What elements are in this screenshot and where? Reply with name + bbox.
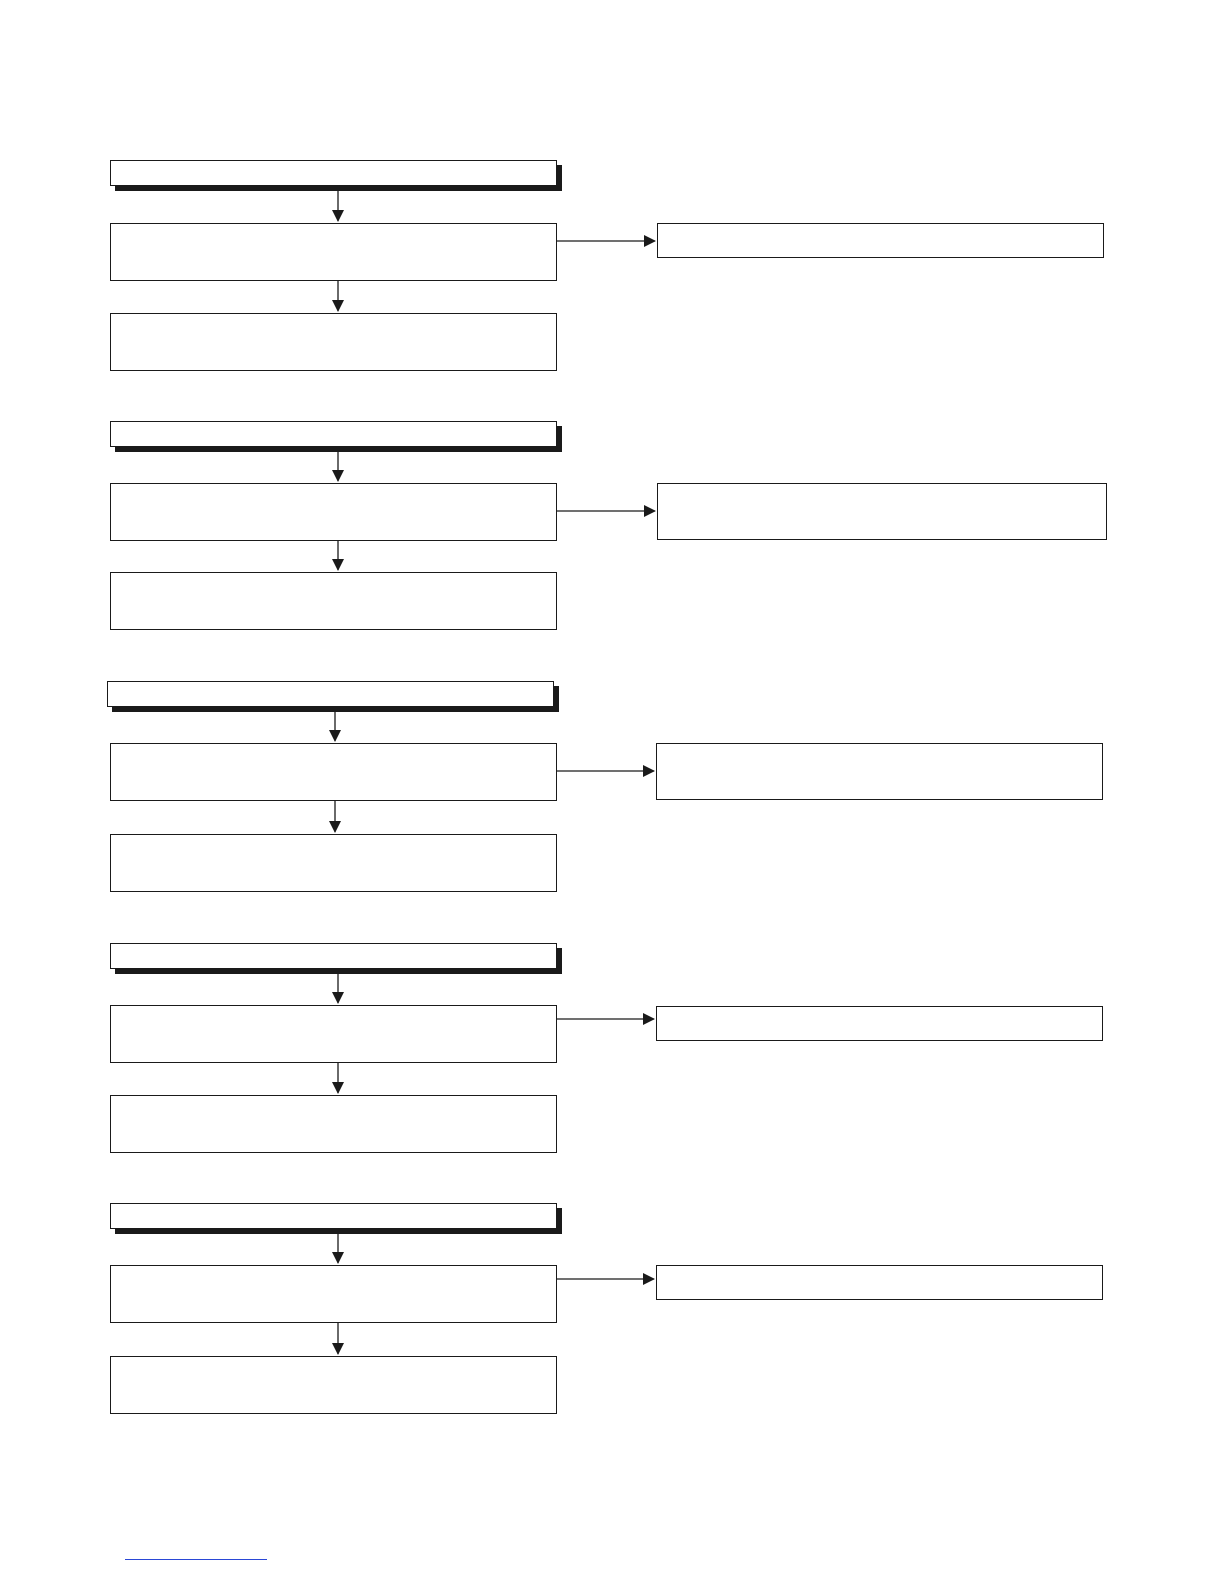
- footer-link-underline[interactable]: [125, 1559, 267, 1560]
